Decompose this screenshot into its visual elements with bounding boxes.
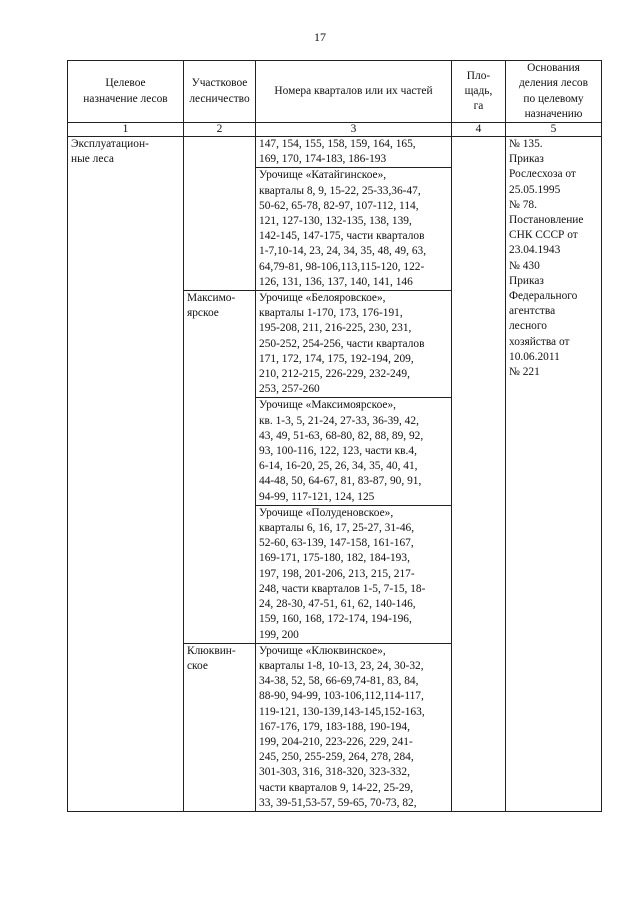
basis-text: 23.04.1943 [509,244,561,257]
purpose-cell [68,137,184,812]
quarters-text: 248, части кварталов 1-5, 7-15, 18- [259,582,426,595]
quarters-text: 24, 28-30, 47-51, 61, 62, 140-146, [259,598,416,611]
header-text: Номера кварталов или их частей [274,84,433,97]
forestry-name: Клюквин- [187,644,236,657]
page-number: 17 [314,30,326,44]
header-text: га [473,100,484,113]
basis-text: агентства [509,305,556,318]
quarters-text: кварталы 8, 9, 15-22, 25-33,36-47, [259,184,421,197]
column-numbers-row [68,123,602,137]
column-number: 2 [184,123,256,137]
forestry-cell [184,291,256,644]
quarters-text: 199, 200 [259,628,299,641]
quarters-text: кв. 1-3, 5, 21-24, 27-33, 36-39, 42, [259,414,419,427]
quarters-text: части кварталов 9, 14-22, 25-29, [259,781,414,794]
basis-text: Федерального [509,290,578,303]
header-text: Участковое [191,77,248,90]
quarters-text: Урочище «Клюквинское», [259,644,386,657]
header-col4 [452,61,506,123]
basis-text: 10.06.2011 [509,350,560,363]
header-text: Пло- [466,69,491,82]
header-text: лесничество [189,92,250,105]
quarters-text: кварталы 1-170, 173, 176-191, [259,307,403,320]
header-row [68,61,602,123]
quarters-text: 197, 198, 201-206, 213, 215, 217- [259,567,415,580]
forestry-name: ское [187,659,208,672]
header-text: назначению [524,107,583,120]
basis-text: Приказ [509,274,544,287]
forest-purpose-table [67,60,602,812]
quarters-text: 43, 49, 51-63, 68-80, 82, 88, 89, 92, [259,429,424,442]
quarters-text: 64,79-81, 98-106,113,115-120, 122- [259,260,425,273]
quarters-text: 6-14, 16-20, 25, 26, 34, 35, 40, 41, [259,460,418,473]
quarters-cell [256,168,452,291]
quarters-text: Урочище «Белояровское», [259,292,386,305]
quarters-text: 167-176, 179, 183-188, 190-194, [259,720,410,733]
forestry-cell [184,643,256,811]
quarters-text: 301-303, 316, 318-320, 323-332, [259,766,410,779]
quarters-text: 50-62, 65-78, 82-97, 107-112, 114, [259,199,419,212]
quarters-text: 44-48, 50, 64-67, 81, 83-87, 90, 91, [259,475,422,488]
column-number: 4 [452,123,506,137]
quarters-text: кварталы 1-8, 10-13, 23, 24, 30-32, [259,659,424,672]
quarters-text: 253, 257-260 [259,383,320,396]
header-text: Основания [527,62,580,75]
quarters-text: 1-7,10-14, 23, 24, 34, 35, 48, 49, 63, [259,245,427,258]
header-col5 [506,61,602,123]
quarters-text: 245, 250, 255-259, 264, 278, 284, [259,751,414,764]
basis-text: 25.05.1995 [509,183,561,196]
quarters-text: 210, 212-215, 226-229, 232-249, [259,368,410,381]
column-number: 3 [256,123,452,137]
area-cell [452,137,506,812]
quarters-text: 199, 204-210, 223-226, 229, 241- [259,735,413,748]
quarters-text: 94-99, 117-121, 124, 125 [259,490,375,503]
quarters-text: Урочище «Полуденовское», [259,506,394,519]
quarters-text: 121, 127-130, 132-135, 138, 139, [259,215,412,228]
column-number: 5 [506,123,602,137]
header-col1 [68,61,184,123]
quarters-cell [256,643,452,811]
basis-text: Постановление [509,214,584,227]
basis-text: СНК СССР от [509,229,578,242]
basis-text: № 430 [509,259,540,272]
quarters-text: 147, 154, 155, 158, 159, 164, 165, [259,138,416,150]
quarters-text: 34-38, 52, 58, 66-69,74-81, 83, 84, [259,675,419,688]
purpose-text: ные леса [71,153,114,166]
quarters-text: 250-252, 254-256, части кварталов [259,337,425,350]
header-text: щадь, [464,84,493,97]
quarters-text: Урочище «Катайгинское», [259,169,387,182]
quarters-text: 142-145, 147-175, части кварталов [259,230,425,243]
basis-text: хозяйства от [509,335,570,348]
quarters-text: 126, 131, 136, 137, 140, 141, 146 [259,275,413,288]
quarters-text: 119-121, 130-139,143-145,152-163, [259,705,425,718]
quarters-cell [256,398,452,505]
basis-text: № 221 [509,366,540,379]
quarters-text: Урочище «Максимоярское», [259,399,397,412]
quarters-text: 195-208, 211, 216-225, 230, 231, [259,322,412,335]
header-col3 [256,61,452,123]
basis-cell [506,137,602,812]
header-text: Целевое [105,77,146,90]
quarters-text: 52-60, 63-139, 147-158, 161-167, [259,537,414,550]
forestry-name: Максимо- [187,292,236,305]
header-text: по целевому [523,92,584,105]
basis-text: № 135. [509,138,543,150]
forestry-cell [184,137,256,291]
quarters-text: 88-90, 94-99, 103-106,112,114-117, [259,690,424,703]
purpose-text: Эксплуатацион- [71,138,149,150]
quarters-text: кварталы 6, 16, 17, 25-27, 31-46, [259,522,415,535]
header-text: назначение лесов [83,92,168,105]
basis-text: Рослесхоза от [509,168,576,181]
basis-text: № 78. [509,198,537,211]
header-text: деления лесов [518,77,589,90]
quarters-cell [256,505,452,643]
quarters-cell [256,137,452,168]
quarters-text: 169-171, 175-180, 182, 184-193, [259,552,410,565]
basis-text: Приказ [509,153,544,166]
quarters-text: 93, 100-116, 122, 123, части кв.4, [259,445,417,458]
quarters-text: 171, 172, 174, 175, 192-194, 209, [259,352,414,365]
column-number: 1 [68,123,184,137]
quarters-cell [256,291,452,398]
forestry-name: ярское [187,307,219,320]
header-col2 [184,61,256,123]
basis-text: лесного [509,320,547,333]
quarters-text: 33, 39-51,53-57, 59-65, 70-73, 82, [259,796,417,809]
table-row [68,137,602,168]
quarters-text: 169, 170, 174-183, 186-193 [259,153,387,166]
quarters-text: 159, 160, 168, 172-174, 194-196, [259,613,412,626]
